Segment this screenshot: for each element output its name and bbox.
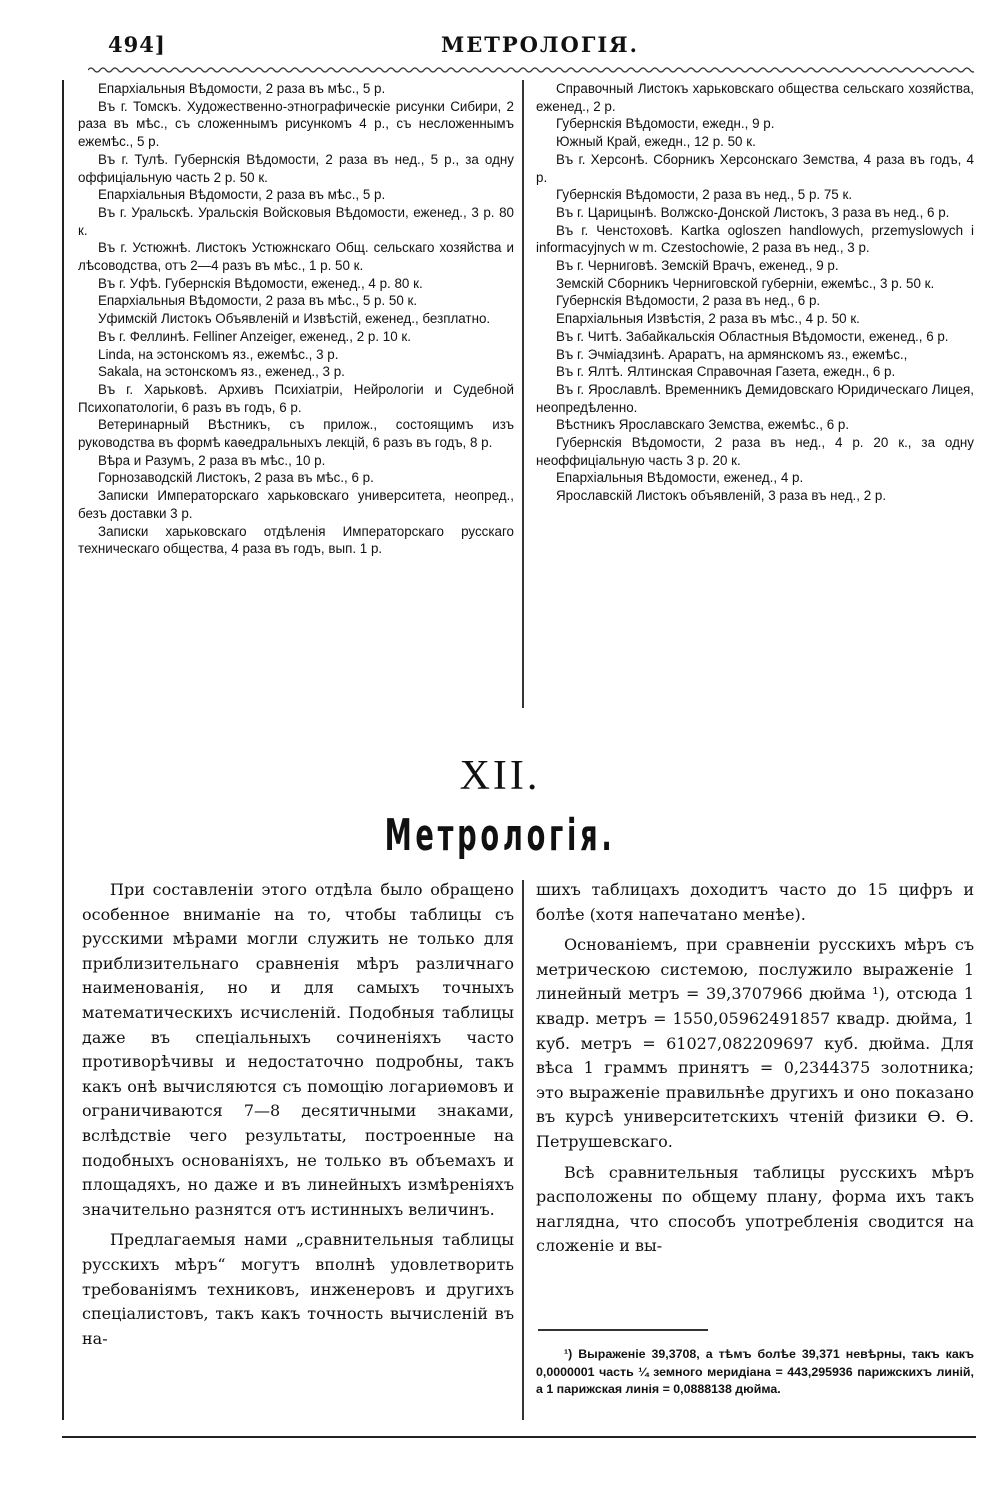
periodical-entry: Ветеринарный Вѣстникъ, съ прилож., состоящимъ изъ руководства въ формѣ каѳедральныхъ лекцій, 6 разъ въ годъ, 8 р. — [78, 417, 514, 451]
body-column-left — [82, 878, 514, 1357]
body-paragraph: Основаніемъ, при сравненіи русскихъ мѣръ съ метрическою системою, послужило выраженіе 1 линейный метръ = 39,3707966 дюйма ¹), отсюда 1 квадр. метръ = 1550,05962491857 квадр. дюйма, 1 куб. метръ = 61027,082209697 куб. дюйма. Для вѣса 1 граммъ принятъ = 0,2344375 золотника; это выраженіе правильнѣе другихъ и оно показано въ курсѣ университетскихъ чтеній физики Ѳ. Ѳ. Петрушевскаго. — [536, 935, 974, 1151]
periodical-entry: Въ г. Херсонѣ. Сборникъ Херсонскаго Земства, 4 раза въ годъ, 4 р. — [536, 151, 974, 185]
periodical-entry: Земскій Сборникъ Черниговской губерніи, ежемѣс., 3 р. 50 к. — [556, 275, 935, 291]
periodicals-list-right — [536, 80, 974, 505]
body-column-right — [536, 878, 974, 1265]
left-frame-rule — [62, 80, 64, 1420]
periodical-entry: Южный Край, ежедн., 12 р. 50 к. — [556, 134, 756, 150]
periodical-entry: Ярославскій Листокъ объявленій, 3 раза въ нед., 2 р. — [556, 488, 887, 504]
periodical-entry: Епархіальныя Вѣдомости, 2 раза въ мѣс., 5 р. 50 к. — [98, 293, 418, 309]
bottom-rule — [62, 1436, 976, 1438]
periodical-entry: Записки Императорскаго харьковскаго университета, неопред., безъ доставки 3 р. — [78, 488, 514, 521]
periodical-entry: Въ г. Читѣ. Забайкальскія Областныя Вѣдомости, еженед., 6 р. — [556, 328, 949, 344]
periodical-entry: Губернскія Вѣдомости, ежедн., 9 р. — [556, 116, 775, 132]
running-title: МЕТРОЛОГІЯ. — [441, 32, 639, 57]
page-number: 494] — [108, 32, 166, 57]
periodical-entry: Губернскія Вѣдомости, 2 раза въ нед., 5 р. 75 к. — [556, 187, 853, 203]
page-header — [100, 28, 980, 62]
body-paragraph: Предлагаемыя нами „сравнительныя таблицы русскихъ мѣръ“ могутъ вполнѣ удовлетворить требованіямъ техниковъ, инженеровъ и другихъ спеціалистовъ, такъ какъ точность вычисленій въ на- — [82, 1230, 514, 1348]
periodical-entry: Епархіальныя Вѣдомости, еженед., 4 р. — [556, 470, 804, 486]
section-title: Метрологія. — [384, 810, 616, 861]
periodical-entry: Linda, на эстонскомъ яз., ежемѣс., 3 р. — [98, 346, 339, 362]
periodical-entry: Губернскія Вѣдомости, 2 раза въ нед., 4 р. 20 к., за одну неоффиціальную часть 3 р. 20 к. — [536, 435, 974, 468]
periodical-entry: Въ г. Харьковѣ. Архивъ Психіатріи, Нейрологіи и Судебной Психопатологіи, 6 разъ въ годъ, 6 р. — [78, 381, 514, 415]
periodical-entry: Епархіальныя Извѣстія, 2 раза въ мѣс., 4 р. 50 к. — [556, 311, 860, 327]
periodical-entry: Въ г. Ченстоховѣ. Kartka ogloszen handlowych, przemyslowych i informacyjnych w m. Czestochowie, 2 раза въ нед., 3 р. — [536, 222, 974, 256]
footnote: ¹) Выраженіе 39,3708, а тѣмъ болѣе 39,371 невѣрны, такъ какъ 0,0000001 часть ¼ земного меридіана = 443,295936 парижскихъ линій, а 1 парижская линія = 0,0888138 дюйма. — [536, 1347, 974, 1397]
periodical-entry: Записки харьковскаго отдѣленія Императорскаго русскаго техническаго общества, 4 раза въ годъ, вып. 1 р. — [78, 523, 514, 557]
periodical-entry: Въ г. Устюжнѣ. Листокъ Устюжнскаго Общ. сельскаго хозяйства и лѣсоводства, отъ 2—4 разъ въ мѣс., 1 р. 50 к. — [78, 240, 514, 274]
periodical-entry: Въ г. Ярославлѣ. Временникъ Демидовскаго Юридическаго Лицея, неопредѣленно. — [536, 381, 974, 415]
body-paragraph: При составленіи этого отдѣла было обращено особенное вниманіе на то, чтобы таблицы съ русскими мѣрами могли служить не только для приблизительнаго сравненія мѣръ различнаго наименованія, но и для самыхъ точныхъ математическихъ исчисленій. Подобныя таблицы даже въ спеціальныхъ сочиненіяхъ часто противорѣчивы и недостаточно подробны, такъ какъ онѣ вычисляются съ помощію логариѳмовъ и ограничиваются 7—8 десятичными знаками, вслѣдствіе чего результаты, построенные на подобныхъ основаніяхъ, не только въ объемахъ и площадяхъ, но даже и въ линейныхъ измѣреніяхъ значительно разнятся отъ истинныхъ величинъ. — [82, 880, 514, 1219]
body-paragraph: Всѣ сравнительныя таблицы русскихъ мѣръ расположены по общему плану, форма ихъ такъ наглядна, что способъ употребленія сводится на сложеніе и вы- — [536, 1162, 974, 1256]
periodical-entry: Въ г. Тулѣ. Губернскія Вѣдомости, 2 раза въ нед., 5 р., за одну оффиціальную часть 2 р. 50 к. — [78, 151, 514, 185]
periodical-entry: Въ г. Феллинѣ. Felliner Anzeiger, еженед., 2 р. 10 к. — [98, 328, 411, 344]
periodical-entry: Въ г. Уфѣ. Губернскія Вѣдомости, еженед., 4 р. 80 к. — [98, 275, 423, 291]
periodical-entry: Губернскія Вѣдомости, 2 раза въ нед., 6 р. — [556, 293, 821, 309]
periodical-entry: Епархіальныя Вѣдомости, 2 раза въ мѣс., 5 р. — [98, 187, 386, 203]
periodical-entry: Въ г. Уральскѣ. Уральскія Войсковыя Вѣдомости, еженед., 3 р. 80 к. — [78, 204, 514, 238]
periodical-entry: Въ г. Царицынѣ. Волжско-Донской Листокъ, 3 раза въ нед., 6 р. — [556, 204, 950, 220]
column-divider-bottom — [522, 880, 524, 1420]
section-number: XII. — [459, 753, 541, 799]
periodical-entry: Епархіальныя Вѣдомости, 2 раза въ мѣс., 5 р. — [98, 81, 386, 96]
periodical-entry: Sakala, на эстонскомъ яз., еженед., 3 р. — [98, 364, 345, 380]
periodical-entry: Вѣстникъ Ярославскаго Земства, ежемѣс., 6 р. — [556, 417, 850, 433]
periodicals-list-left — [78, 80, 514, 558]
periodical-entry: Въ г. Эчміадзинѣ. Араратъ, на армянскомъ яз., ежемѣс., — [556, 346, 908, 362]
periodical-entry: Уфимскій Листокъ Объявленій и Извѣстій, еженед., безплатно. — [98, 311, 491, 327]
periodical-entry: Въ г. Черниговѣ. Земскій Врачъ, еженед., 9 р. — [556, 258, 839, 274]
periodical-entry: Горнозаводскій Листокъ, 2 раза въ мѣс., 6 р. — [98, 470, 374, 486]
periodical-entry: Въ г. Ялтѣ. Ялтинская Справочная Газета, ежедн., 6 р. — [556, 364, 896, 380]
column-divider-top — [522, 80, 524, 708]
periodical-entry: Вѣра и Разумъ, 2 раза въ мѣс., 10 р. — [98, 452, 326, 468]
periodical-entry: Въ г. Томскъ. Художественно-этнографическіе рисунки Сибири, 2 раза въ мѣс., съ сложеннымъ рисункомъ 4 р., съ несложеннымъ ежемѣс., 5 р. — [78, 98, 514, 150]
footnote-rule — [538, 1329, 708, 1331]
periodical-entry: Справочный Листокъ харьковскаго общества сельскаго хозяйства, еженед., 2 р. — [536, 81, 974, 114]
header-wavy-rule — [88, 64, 974, 76]
body-paragraph: шихъ таблицахъ доходитъ часто до 15 цифръ и болѣе (хотя напечатано менѣе). — [536, 880, 974, 924]
